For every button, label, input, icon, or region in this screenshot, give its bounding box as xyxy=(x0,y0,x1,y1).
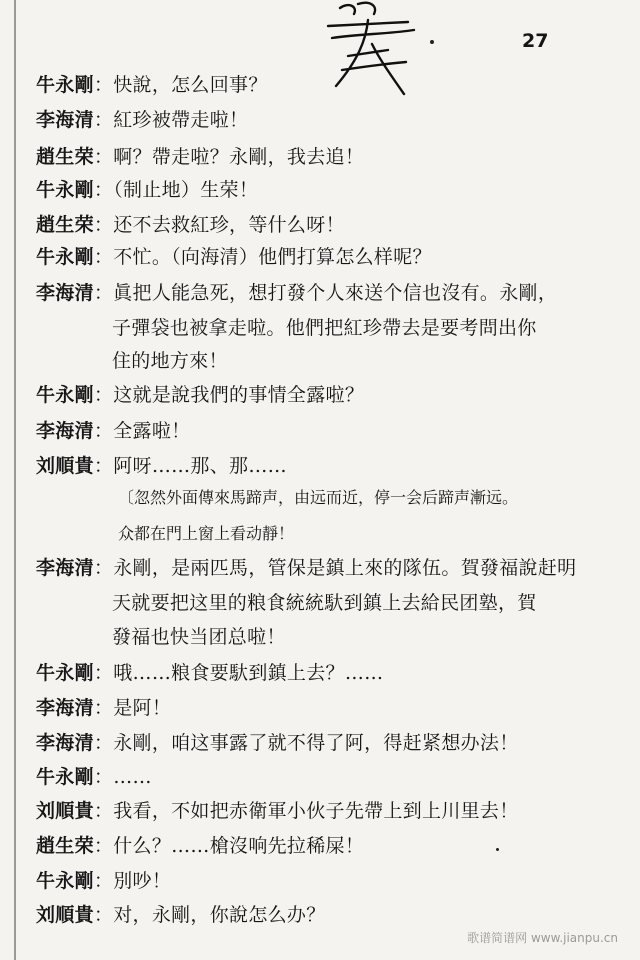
speaker-colon: ： xyxy=(93,282,114,304)
dialogue-text: 永剛，咱这事露了就不得了阿，得赶紧想办法！ xyxy=(113,732,519,754)
dialogue-continuation: 發福也快当团总啦！ xyxy=(112,626,286,648)
speaker-name: 刘順貴 xyxy=(36,904,94,926)
speaker-name: 李海清 xyxy=(36,109,94,131)
dialogue-text: 永剛，是兩匹馬，管保是鎮上來的隊伍。賀發福說赶明 xyxy=(113,557,577,579)
dialogue-text: 阿呀……那、那…… xyxy=(113,455,287,477)
page-number: 27 xyxy=(522,30,549,52)
speaker-name: 牛永剛 xyxy=(36,870,94,892)
dialogue-line xyxy=(36,661,383,685)
speaker-colon: ： xyxy=(93,800,114,822)
speaker-name: 趙生荣 xyxy=(36,835,94,857)
speaker-name: 李海清 xyxy=(36,282,94,304)
speaker-name: 刘順貴 xyxy=(36,800,94,822)
dialogue-line xyxy=(36,731,519,755)
speaker-name: 李海清 xyxy=(36,420,94,442)
dialogue-text: 我看，不如把赤衛軍小伙子先帶上到上川里去！ xyxy=(113,800,519,822)
speaker-colon: ： xyxy=(93,662,114,684)
dialogue-line xyxy=(36,108,248,132)
speaker-name: 刘順貴 xyxy=(36,455,94,477)
dialogue-line xyxy=(36,765,152,789)
speaker-colon: ： xyxy=(93,835,114,857)
dialogue-line xyxy=(36,696,171,720)
speaker-colon: ： xyxy=(93,384,114,406)
dialogue-text: 全露啦！ xyxy=(113,420,191,442)
speaker-colon: ： xyxy=(93,146,114,168)
dialogue-text: 眞把人能急死，想打發个人來送个信也沒有。永剛， xyxy=(113,282,558,304)
speaker-name: 牛永剛 xyxy=(36,766,94,788)
dialogue-text: 快說，怎么回事？ xyxy=(113,74,268,96)
handwritten-mark xyxy=(318,0,438,110)
speaker-colon: ： xyxy=(93,455,114,477)
speaker-name: 趙生荣 xyxy=(36,214,94,236)
ink-dot xyxy=(496,848,499,851)
speaker-colon: ： xyxy=(93,870,114,892)
stage-direction: 众都在門上窗上看动靜！ xyxy=(118,524,295,543)
dialogue-line xyxy=(36,454,287,478)
speaker-name: 李海清 xyxy=(36,697,94,719)
dialogue-line xyxy=(36,213,345,237)
dialogue-line xyxy=(36,145,364,169)
dialogue-text: （制止地）生荣！ xyxy=(113,179,259,201)
dialogue-line xyxy=(36,834,364,858)
dialogue-text: 是阿！ xyxy=(113,697,172,719)
ink-dot xyxy=(430,40,434,44)
dialogue-line xyxy=(36,419,190,443)
dialogue-text: 啊？帶走啦？永剛，我去追！ xyxy=(113,146,365,168)
dialogue-line xyxy=(36,281,557,305)
dialogue-continuation: 天就要把这里的粮食統統馱到鎮上去給民团塾，賀 xyxy=(112,592,537,614)
speaker-colon: ： xyxy=(93,697,114,719)
dialogue-text: 还不去救紅珍，等什么呀！ xyxy=(113,214,345,236)
dialogue-text: …… xyxy=(113,766,152,788)
speaker-colon: ： xyxy=(93,732,114,754)
speaker-name: 牛永剛 xyxy=(36,179,94,201)
dialogue-continuation: 住的地方來！ xyxy=(112,350,228,372)
dialogue-text: 別吵！ xyxy=(113,870,172,892)
dialogue-text: 什么？……槍沒响先拉稀屎！ xyxy=(113,835,365,857)
dialogue-line xyxy=(36,73,268,97)
speaker-colon: ： xyxy=(93,766,114,788)
speaker-colon: ： xyxy=(93,904,114,926)
dialogue-line xyxy=(36,869,171,893)
stage-direction: 〔忽然外面傳來馬蹄声，由远而近，停一会后蹄声漸远。 xyxy=(118,488,519,507)
speaker-name: 李海清 xyxy=(36,732,94,754)
dialogue-text: 哦……粮食要馱到鎮上去？…… xyxy=(113,662,384,684)
dialogue-text: 不忙。（向海清）他們打算怎么样呢？ xyxy=(113,246,432,268)
speaker-name: 李海清 xyxy=(36,557,94,579)
speaker-name: 牛永剛 xyxy=(36,74,94,96)
dialogue-continuation: 子彈袋也被拿走啦。他們把紅珍帶去是要考問出你 xyxy=(112,317,537,339)
speaker-name: 牛永剛 xyxy=(36,384,94,406)
dialogue-line xyxy=(36,903,326,927)
speaker-colon: ： xyxy=(93,246,114,268)
dialogue-line xyxy=(36,383,364,407)
dialogue-line xyxy=(36,245,432,269)
binding-edge xyxy=(14,0,16,960)
speaker-colon: ： xyxy=(93,179,114,201)
speaker-colon: ： xyxy=(93,74,114,96)
speaker-name: 趙生荣 xyxy=(36,146,94,168)
dialogue-line xyxy=(36,556,576,580)
dialogue-text: 这就是說我們的事情全露啦？ xyxy=(113,384,365,406)
speaker-colon: ： xyxy=(93,420,114,442)
speaker-colon: ： xyxy=(93,557,114,579)
dialogue-line xyxy=(36,799,519,823)
watermark: 歌谱简谱网 www.jianpu.cn xyxy=(467,931,618,945)
dialogue-text: 紅珍被帶走啦！ xyxy=(113,109,249,131)
speaker-name: 牛永剛 xyxy=(36,662,94,684)
dialogue-line xyxy=(36,178,258,202)
speaker-colon: ： xyxy=(93,214,114,236)
speaker-name: 牛永剛 xyxy=(36,246,94,268)
dialogue-text: 对，永剛，你說怎么办？ xyxy=(113,904,326,926)
speaker-colon: ： xyxy=(93,109,114,131)
